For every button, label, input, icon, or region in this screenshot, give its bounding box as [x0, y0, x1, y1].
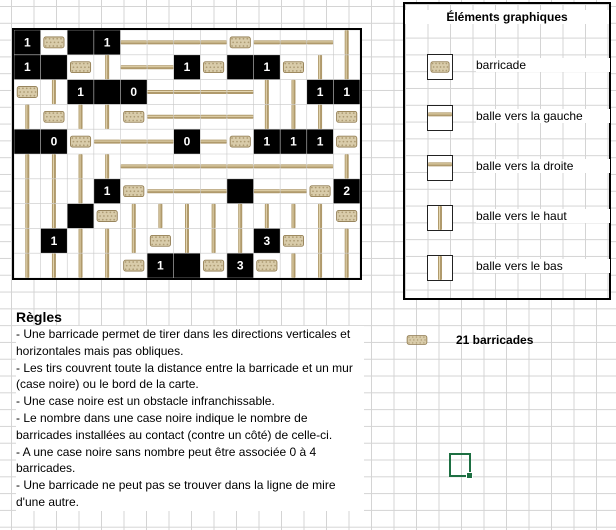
barricade-count-label: 21 barricades [456, 333, 534, 347]
wall-number: 1 [77, 85, 84, 99]
numbered-wall-cell[interactable] [67, 80, 94, 105]
rule-item: - Les tirs couvrent toute la distance entre la barricade et un mur (case noire) ou le bord de la carte. [16, 360, 364, 394]
shot-vertical-cell[interactable] [94, 253, 121, 278]
legend-item-ball-up [427, 205, 609, 231]
legend-label: balle vers la droite [476, 159, 610, 173]
shot-left-cell[interactable] [147, 104, 174, 129]
rules-section [16, 308, 364, 511]
shot-vertical-cell[interactable] [333, 30, 360, 55]
numbered-wall-cell[interactable] [147, 253, 174, 278]
legend-label: balle vers le bas [476, 259, 610, 273]
barricade-cell[interactable] [227, 30, 254, 55]
barricade-count [404, 330, 564, 350]
shot-vertical-cell[interactable] [280, 80, 307, 105]
barricade-cell[interactable] [333, 104, 360, 129]
barricade-cell[interactable] [254, 253, 281, 278]
barricade-cell[interactable] [307, 179, 334, 204]
shot-vertical-cell[interactable] [307, 228, 334, 253]
shot-left-cell[interactable] [254, 154, 281, 179]
shot-vertical-cell[interactable] [67, 154, 94, 179]
shot-vertical-cell[interactable] [41, 179, 68, 204]
shot-left-cell[interactable] [174, 104, 201, 129]
wall-number: 1 [263, 60, 271, 75]
numbered-wall-cell[interactable] [41, 228, 68, 253]
wall-number: 0 [183, 134, 191, 149]
shot-vertical-cell[interactable] [94, 55, 121, 80]
shot-right-cell[interactable] [147, 154, 174, 179]
shot-vertical-cell[interactable] [14, 228, 41, 253]
numbered-wall-cell[interactable] [227, 253, 254, 278]
wall-number: 1 [316, 134, 324, 149]
shot-left-cell[interactable] [174, 179, 201, 204]
barricade-icon [427, 54, 453, 80]
numbered-wall-cell[interactable] [254, 55, 281, 80]
ball-down-icon [427, 255, 453, 281]
wall-number: 1 [183, 60, 191, 75]
wall-number: 0 [130, 85, 138, 99]
wall-number: 2 [343, 184, 351, 199]
shot-vertical-cell[interactable] [67, 228, 94, 253]
wall-number: 1 [50, 233, 58, 248]
shot-vertical-cell[interactable] [67, 179, 94, 204]
shot-vertical-cell[interactable] [14, 154, 41, 179]
shot-right-cell[interactable] [200, 30, 227, 55]
wall-number: 3 [236, 258, 244, 273]
barricade-icon [404, 330, 430, 350]
wall-number: 0 [50, 134, 58, 149]
shot-vertical-cell[interactable] [333, 253, 360, 278]
shot-right-cell[interactable] [227, 154, 254, 179]
rule-item: - Une barricade ne peut pas se trouver dans la ligne de mire d'une autre. [16, 477, 364, 511]
numbered-wall-cell[interactable] [94, 30, 121, 55]
rule-item: - Le nombre dans une case noire indique le nombre de barricades installées au contact (contre un côté) de celle-ci. [16, 410, 364, 444]
shot-right-cell[interactable] [120, 154, 147, 179]
shot-vertical-cell[interactable] [41, 253, 68, 278]
wall-number: 1 [103, 35, 111, 50]
shot-right-cell[interactable] [147, 30, 174, 55]
barricade-cell[interactable] [14, 80, 41, 105]
shot-vertical-cell[interactable] [280, 104, 307, 129]
shot-right-cell[interactable] [174, 154, 201, 179]
legend-label: balle vers le haut [476, 209, 610, 223]
shot-right-cell[interactable] [174, 80, 201, 105]
game-board[interactable] [12, 28, 362, 280]
numbered-wall-cell[interactable] [280, 129, 307, 154]
barricade-cell[interactable] [200, 253, 227, 278]
shot-vertical-cell[interactable] [14, 179, 41, 204]
shot-right-cell[interactable] [174, 30, 201, 55]
shot-right-cell[interactable] [200, 129, 227, 154]
shot-vertical-cell[interactable] [307, 104, 334, 129]
shot-left-cell[interactable] [280, 154, 307, 179]
shot-left-cell[interactable] [307, 154, 334, 179]
barricade-cell[interactable] [120, 179, 147, 204]
legend-panel [403, 2, 611, 300]
barricade-cell[interactable] [333, 129, 360, 154]
numbered-wall-cell[interactable] [14, 30, 41, 55]
wall-number: 1 [316, 85, 324, 99]
shot-vertical-cell[interactable] [41, 154, 68, 179]
shot-left-cell[interactable] [147, 55, 174, 80]
legend-label: balle vers la gauche [476, 109, 610, 123]
shot-vertical-cell[interactable] [14, 253, 41, 278]
shot-vertical-cell[interactable] [280, 204, 307, 229]
shot-left-cell[interactable] [307, 30, 334, 55]
wall-cell[interactable] [41, 55, 68, 80]
shot-vertical-cell[interactable] [67, 253, 94, 278]
shot-vertical-cell[interactable] [307, 55, 334, 80]
numbered-wall-cell[interactable] [174, 55, 201, 80]
shot-vertical-cell[interactable] [280, 253, 307, 278]
shot-right-cell[interactable] [200, 154, 227, 179]
shot-vertical-cell[interactable] [227, 204, 254, 229]
shot-vertical-cell[interactable] [333, 154, 360, 179]
wall-cell[interactable] [174, 253, 201, 278]
numbered-wall-cell[interactable] [120, 80, 147, 105]
rule-item: - Une barricade permet de tirer dans les directions verticales et horizontales mais pas obliques. [16, 326, 364, 360]
barricade-cell[interactable] [94, 204, 121, 229]
numbered-wall-cell[interactable] [254, 129, 281, 154]
wall-number: 3 [263, 233, 271, 248]
legend-item-barricade [427, 54, 609, 80]
barricade-cell[interactable] [280, 55, 307, 80]
legend-title: Éléments graphiques [405, 10, 609, 24]
wall-cell[interactable] [67, 204, 94, 229]
numbered-wall-cell[interactable] [333, 80, 360, 105]
barricade-cell[interactable] [200, 55, 227, 80]
shot-vertical-cell[interactable] [333, 55, 360, 80]
wall-number: 1 [343, 85, 351, 99]
numbered-wall-cell[interactable] [14, 55, 41, 80]
shot-vertical-cell[interactable] [94, 104, 121, 129]
numbered-wall-cell[interactable] [94, 179, 121, 204]
legend-label: barricade [476, 58, 610, 72]
ball-up-icon [427, 205, 453, 231]
wall-number: 1 [23, 60, 31, 75]
barricade-cell[interactable] [120, 104, 147, 129]
numbered-wall-cell[interactable] [254, 228, 281, 253]
wall-number: 1 [263, 134, 271, 149]
barricade-cell[interactable] [67, 129, 94, 154]
shot-vertical-cell[interactable] [41, 80, 68, 105]
wall-cell[interactable] [94, 80, 121, 105]
shot-vertical-cell[interactable] [307, 204, 334, 229]
shot-vertical-cell[interactable] [147, 204, 174, 229]
rule-item: - Une case noire est un obstacle infranchissable. [16, 393, 364, 410]
shot-vertical-cell[interactable] [254, 104, 281, 129]
shot-vertical-cell[interactable] [94, 228, 121, 253]
barricade-cell[interactable] [67, 55, 94, 80]
shot-left-cell[interactable] [200, 104, 227, 129]
rule-item: - A une case noire sans nombre peut être associée 0 à 4 barricades. [16, 444, 364, 478]
barricade-cell[interactable] [333, 204, 360, 229]
shot-vertical-cell[interactable] [174, 228, 201, 253]
barricade-cell[interactable] [41, 30, 68, 55]
wall-cell[interactable] [227, 179, 254, 204]
legend-item-ball-right [427, 155, 609, 181]
shot-vertical-cell[interactable] [254, 204, 281, 229]
shot-left-cell[interactable] [147, 179, 174, 204]
shot-left-cell[interactable] [120, 55, 147, 80]
shot-vertical-cell[interactable] [227, 228, 254, 253]
numbered-wall-cell[interactable] [307, 129, 334, 154]
barricade-cell[interactable] [41, 104, 68, 129]
shot-vertical-cell[interactable] [174, 204, 201, 229]
ball-right-icon [427, 155, 453, 181]
barricade-cell[interactable] [120, 253, 147, 278]
legend-item-ball-left [427, 105, 609, 131]
barricade-cell[interactable] [227, 129, 254, 154]
shot-vertical-cell[interactable] [307, 253, 334, 278]
shot-down-cell[interactable] [254, 80, 281, 105]
shot-left-cell[interactable] [120, 129, 147, 154]
wall-number: 1 [23, 35, 31, 50]
shot-right-cell[interactable] [120, 30, 147, 55]
shot-vertical-cell[interactable] [200, 204, 227, 229]
barricade-cell[interactable] [147, 228, 174, 253]
shot-left-cell[interactable] [94, 129, 121, 154]
shot-right-cell[interactable] [200, 80, 227, 105]
wall-cell[interactable] [67, 30, 94, 55]
rules-title: Règles [16, 309, 62, 325]
wall-number: 1 [157, 258, 164, 273]
numbered-wall-cell[interactable] [307, 80, 334, 105]
shot-vertical-cell[interactable] [333, 228, 360, 253]
shot-right-cell[interactable] [280, 179, 307, 204]
numbered-wall-cell[interactable] [333, 179, 360, 204]
shot-right-cell[interactable] [227, 80, 254, 105]
shot-vertical-cell[interactable] [120, 204, 147, 229]
numbered-wall-cell[interactable] [41, 129, 68, 154]
selected-cell[interactable] [449, 453, 471, 477]
shot-vertical-cell[interactable] [67, 104, 94, 129]
shot-vertical-cell[interactable] [200, 228, 227, 253]
shot-vertical-cell[interactable] [94, 154, 121, 179]
wall-number: 1 [290, 134, 297, 149]
shot-vertical-cell[interactable] [14, 204, 41, 229]
wall-number: 1 [103, 184, 111, 199]
shot-vertical-cell[interactable] [120, 228, 147, 253]
shot-vertical-cell[interactable] [14, 104, 41, 129]
shot-left-cell[interactable] [147, 129, 174, 154]
shot-vertical-cell[interactable] [41, 204, 68, 229]
shot-right-cell[interactable] [147, 80, 174, 105]
shot-left-cell[interactable] [280, 30, 307, 55]
shot-right-cell[interactable] [254, 179, 281, 204]
barricade-cell[interactable] [280, 228, 307, 253]
ball-left-icon [427, 105, 453, 131]
numbered-wall-cell[interactable] [174, 129, 201, 154]
wall-cell[interactable] [14, 129, 41, 154]
wall-cell[interactable] [227, 55, 254, 80]
shot-left-cell[interactable] [254, 30, 281, 55]
legend-item-ball-down [427, 255, 609, 281]
board-grid[interactable] [14, 30, 360, 278]
shot-left-cell[interactable] [227, 104, 254, 129]
shot-left-cell[interactable] [200, 179, 227, 204]
